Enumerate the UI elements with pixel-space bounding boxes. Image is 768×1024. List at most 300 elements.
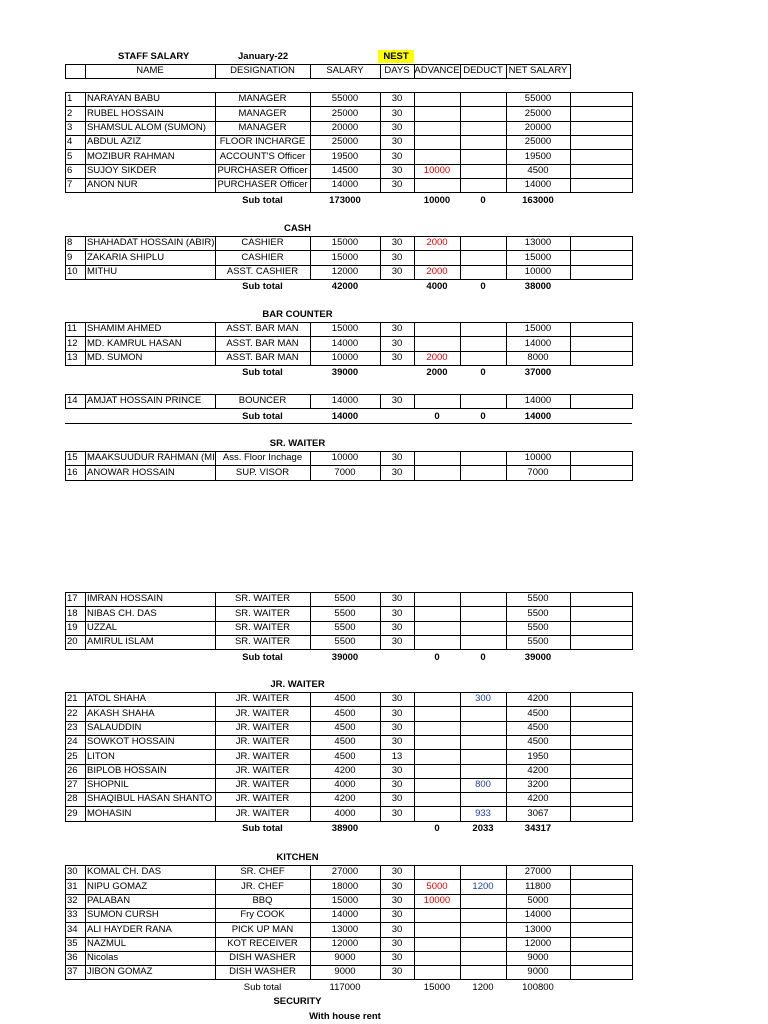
- staff-net-salary: 25000: [524, 136, 552, 148]
- staff-salary: 5500: [334, 621, 356, 633]
- row-number: 29: [67, 807, 78, 819]
- staff-name: ANON NUR: [87, 179, 138, 191]
- column-header-net-salary: NET SALARY: [508, 65, 568, 76]
- staff-name: JIBON GOMAZ: [87, 966, 153, 978]
- staff-salary: 10000: [331, 351, 359, 363]
- staff-designation: SUP. VISOR: [235, 466, 290, 478]
- staff-designation: JR. WAITER: [235, 779, 290, 791]
- staff-days: 30: [391, 337, 403, 349]
- staff-deduct: [460, 764, 506, 778]
- sheet-month: January-22: [238, 51, 289, 62]
- staff-salary: 9000: [334, 952, 356, 964]
- staff-advance: [414, 107, 460, 121]
- staff-designation: JR. WAITER: [235, 750, 290, 762]
- row-number: 13: [67, 351, 78, 363]
- subtotal-salary: 38900: [331, 823, 359, 835]
- staff-deduct: 300: [475, 693, 491, 705]
- staff-deduct: [460, 621, 506, 635]
- staff-designation: JR. WAITER: [235, 736, 290, 748]
- row-number: 4: [67, 136, 73, 148]
- sheet-title: STAFF SALARY: [118, 51, 190, 62]
- staff-salary: 15000: [331, 237, 359, 249]
- staff-deduct: [460, 707, 506, 721]
- section-heading: CASH: [284, 223, 311, 234]
- staff-designation: KOT RECEIVER: [227, 937, 298, 949]
- staff-designation: JR. WAITER: [235, 764, 290, 776]
- staff-days: 30: [391, 150, 403, 162]
- staff-designation: JR. WAITER: [235, 807, 290, 819]
- staff-designation: ASST. CASHIER: [226, 265, 299, 277]
- staff-designation: JR. CHEF: [241, 880, 284, 892]
- staff-designation: JR. WAITER: [235, 793, 290, 805]
- staff-deduct: [460, 721, 506, 735]
- staff-deduct: [460, 265, 506, 279]
- staff-days: 30: [391, 466, 403, 478]
- staff-name: SUJOY SIKDER: [87, 164, 157, 176]
- staff-deduct: [460, 792, 506, 806]
- staff-advance: [414, 951, 460, 965]
- staff-advance: [414, 735, 460, 749]
- staff-deduct: [460, 951, 506, 965]
- staff-days: 30: [391, 237, 403, 249]
- staff-days: 30: [391, 265, 403, 277]
- staff-days: 30: [391, 395, 403, 407]
- staff-name: LITON: [87, 750, 115, 762]
- staff-name: PALABAN: [87, 894, 131, 906]
- subtotal-net-salary: 163000: [522, 194, 554, 206]
- staff-name: SHAMIM AHMED: [87, 323, 162, 335]
- staff-net-salary: 4500: [527, 736, 549, 748]
- staff-advance: [414, 764, 460, 778]
- subtotal-advance: 0: [434, 823, 440, 835]
- staff-designation: PURCHASER Officer: [217, 179, 308, 191]
- section-separator-line: [65, 423, 632, 424]
- staff-net-salary: 55000: [524, 93, 552, 105]
- staff-net-salary: 4200: [527, 764, 549, 776]
- staff-net-salary: 11800: [525, 880, 551, 892]
- staff-salary: 15000: [331, 323, 359, 335]
- staff-deduct: [460, 865, 506, 879]
- staff-name: ANOWAR HOSSAIN: [87, 466, 175, 478]
- staff-salary: 14000: [331, 337, 359, 349]
- staff-salary: 14000: [331, 179, 359, 191]
- staff-advance: [414, 135, 460, 149]
- staff-designation: DISH WASHER: [229, 952, 296, 964]
- staff-net-salary: 7000: [527, 466, 549, 478]
- staff-net-salary: 5500: [527, 607, 549, 619]
- row-number: 19: [67, 621, 78, 633]
- staff-name: MOHASIN: [87, 807, 132, 819]
- subtotal-deduct: 0: [480, 410, 486, 422]
- staff-days: 30: [391, 593, 403, 605]
- col-divider: [570, 236, 571, 280]
- staff-designation: MANAGER: [238, 93, 287, 105]
- subtotal-net-salary: 37000: [524, 367, 552, 379]
- staff-name: MOZIBUR RAHMAN: [87, 150, 175, 162]
- subtotal-deduct: 1200: [472, 981, 494, 993]
- subtotal-advance: 15000: [423, 981, 451, 993]
- staff-advance: [414, 150, 460, 164]
- staff-name: SOWKOT HOSSAIN: [87, 736, 175, 748]
- staff-advance: [414, 178, 460, 192]
- staff-net-salary: 5500: [527, 636, 549, 648]
- staff-net-salary: 10000: [524, 452, 552, 464]
- staff-advance: [414, 965, 460, 979]
- staff-salary: 25000: [331, 107, 359, 119]
- staff-advance: [414, 792, 460, 806]
- staff-salary: 4500: [334, 707, 356, 719]
- row-number: 10: [67, 265, 78, 277]
- subtotal-salary: 39000: [331, 367, 359, 379]
- staff-salary: 4500: [334, 750, 356, 762]
- staff-designation: CASHIER: [241, 237, 284, 249]
- staff-name: NIBAS CH. DAS: [87, 607, 157, 619]
- subtotal-advance: 0: [434, 651, 440, 663]
- staff-days: 30: [391, 721, 403, 733]
- staff-deduct: 800: [475, 779, 491, 791]
- section-heading: BAR COUNTER: [262, 309, 333, 320]
- staff-net-salary: 5500: [527, 593, 549, 605]
- row-number: 22: [67, 707, 78, 719]
- staff-net-salary: 4200: [527, 793, 549, 805]
- staff-days: 30: [391, 693, 403, 705]
- row-number: 16: [67, 466, 78, 478]
- subtotal-salary: 14000: [331, 410, 359, 422]
- staff-advance: [414, 322, 460, 336]
- staff-days: 30: [391, 736, 403, 748]
- row-number: 17: [67, 593, 78, 605]
- staff-salary: 18000: [331, 880, 359, 892]
- row-number: 2: [67, 107, 73, 119]
- staff-days: 30: [391, 621, 403, 633]
- staff-salary: 7000: [334, 466, 356, 478]
- staff-advance: 5000: [426, 880, 448, 892]
- row-number: 11: [67, 323, 77, 335]
- staff-salary: 12000: [331, 265, 359, 277]
- subtotal-deduct: 0: [480, 194, 486, 206]
- staff-deduct: [460, 178, 506, 192]
- row-number: 36: [67, 952, 78, 964]
- staff-net-salary: 14000: [524, 395, 552, 407]
- staff-days: 30: [391, 452, 403, 464]
- staff-deduct: [460, 750, 506, 764]
- staff-net-salary: 9000: [527, 952, 549, 964]
- col-divider: [570, 692, 571, 822]
- staff-designation: SR. WAITER: [234, 593, 291, 605]
- row-number: 26: [67, 764, 78, 776]
- section-heading: KITCHEN: [276, 852, 319, 863]
- staff-salary: 14500: [331, 164, 359, 176]
- staff-deduct: [460, 894, 506, 908]
- staff-designation: MANAGER: [238, 107, 287, 119]
- row-number: 18: [67, 607, 78, 619]
- staff-net-salary: 14000: [524, 337, 552, 349]
- staff-salary: 12000: [331, 937, 359, 949]
- row-number: 31: [67, 880, 78, 892]
- staff-days: 30: [391, 793, 403, 805]
- staff-net-salary: 4500: [527, 164, 549, 176]
- staff-deduct: [460, 121, 506, 135]
- column-header-salary: SALARY: [326, 65, 364, 76]
- staff-deduct: [460, 236, 506, 250]
- subtotal-net-salary: 14000: [524, 410, 552, 422]
- staff-deduct: [460, 92, 506, 106]
- staff-net-salary: 20000: [524, 121, 552, 133]
- row-number: 30: [67, 866, 78, 878]
- staff-advance: 10000: [423, 894, 451, 906]
- staff-deduct: [460, 592, 506, 606]
- staff-net-salary: 14000: [524, 179, 552, 191]
- staff-deduct: [460, 735, 506, 749]
- staff-net-salary: 5500: [527, 621, 549, 633]
- staff-net-salary: 12000: [524, 937, 552, 949]
- staff-deduct: [460, 337, 506, 351]
- subtotal-label: Sub total: [242, 823, 283, 835]
- staff-deduct: [460, 394, 506, 408]
- staff-salary: 9000: [334, 966, 356, 978]
- staff-designation: ASST. BAR MAN: [226, 351, 299, 363]
- row-number: 7: [67, 179, 73, 191]
- staff-days: 30: [391, 179, 403, 191]
- row-number: 28: [67, 793, 78, 805]
- staff-name: AMJAT HOSSAIN PRINCE: [87, 395, 202, 407]
- staff-days: 30: [391, 807, 403, 819]
- staff-deduct: [460, 135, 506, 149]
- row-number: 33: [67, 909, 78, 921]
- staff-name: BIPLOB HOSSAIN: [87, 764, 167, 776]
- staff-designation: MANAGER: [238, 121, 287, 133]
- staff-net-salary: 5000: [527, 894, 549, 906]
- staff-name: MAAKSUUDUR RAHMAN (MI: [87, 452, 215, 464]
- staff-name: NARAYAN BABU: [87, 93, 161, 105]
- staff-advance: [414, 592, 460, 606]
- staff-name: NAZMUL: [87, 937, 127, 949]
- row-number: 9: [67, 251, 73, 263]
- staff-days: 30: [391, 707, 403, 719]
- section-heading: SR. WAITER: [269, 438, 326, 449]
- staff-days: 30: [391, 779, 403, 791]
- staff-salary: 25000: [331, 136, 359, 148]
- staff-salary: 14000: [331, 395, 359, 407]
- staff-salary: 14000: [331, 909, 359, 921]
- subtotal-deduct: 0: [480, 367, 486, 379]
- column-header-days: DAYS: [384, 65, 410, 76]
- subtotal-label: Sub total: [242, 194, 283, 206]
- staff-designation: JR. WAITER: [235, 693, 290, 705]
- col-divider: [570, 322, 571, 366]
- staff-salary: 4500: [334, 736, 356, 748]
- staff-salary: 4200: [334, 793, 356, 805]
- subtotal-deduct: 2033: [472, 823, 494, 835]
- staff-designation: SR. WAITER: [234, 607, 291, 619]
- staff-designation: SR. WAITER: [234, 636, 291, 648]
- staff-advance: [414, 865, 460, 879]
- staff-designation: FLOOR INCHARGE: [219, 136, 306, 148]
- subtotal-label: Sub total: [242, 410, 283, 422]
- subtotal-salary: 42000: [331, 281, 359, 293]
- staff-net-salary: 4200: [527, 693, 549, 705]
- staff-advance: [414, 707, 460, 721]
- row-number: 12: [67, 337, 78, 349]
- staff-days: 30: [391, 636, 403, 648]
- section-heading: JR. WAITER: [270, 679, 325, 690]
- staff-net-salary: 4500: [527, 707, 549, 719]
- staff-advance: [414, 721, 460, 735]
- staff-designation: PURCHASER Officer: [217, 164, 308, 176]
- subtotal-advance: 4000: [426, 281, 448, 293]
- subtotal-advance: 10000: [423, 194, 451, 206]
- staff-advance: [414, 466, 460, 480]
- subtotal-advance: 2000: [426, 367, 448, 379]
- staff-designation: SR. WAITER: [234, 621, 291, 633]
- staff-advance: [414, 635, 460, 649]
- staff-deduct: 933: [475, 807, 491, 819]
- staff-salary: 15000: [331, 251, 359, 263]
- subtotal-deduct: 0: [480, 281, 486, 293]
- staff-advance: [414, 394, 460, 408]
- staff-days: 30: [391, 952, 403, 964]
- row-number: 1: [67, 93, 73, 105]
- row-number: 21: [67, 693, 78, 705]
- row-number: 3: [67, 121, 73, 133]
- staff-days: 30: [391, 107, 403, 119]
- row-number: 8: [67, 237, 73, 249]
- row-number: 14: [67, 395, 78, 407]
- staff-salary: 5500: [334, 636, 356, 648]
- staff-salary: 4500: [334, 721, 356, 733]
- staff-name: IMRAN HOSSAIN: [87, 593, 164, 605]
- row-number: 6: [67, 164, 73, 176]
- staff-days: 30: [391, 251, 403, 263]
- house-rent-note: With house rent: [309, 1011, 381, 1022]
- staff-advance: [414, 750, 460, 764]
- staff-days: 30: [391, 121, 403, 133]
- staff-name: AMIRUL ISLAM: [87, 636, 154, 648]
- row-number: 35: [67, 937, 78, 949]
- staff-net-salary: 27000: [524, 866, 552, 878]
- column-header-designation: DESIGNATION: [230, 65, 295, 76]
- staff-designation: Fry COOK: [240, 909, 285, 921]
- staff-designation: ASST. BAR MAN: [226, 337, 299, 349]
- staff-salary: 4000: [334, 779, 356, 791]
- subtotal-salary: 117000: [329, 981, 361, 993]
- staff-advance: [414, 451, 460, 465]
- subtotal-label: Sub total: [242, 651, 283, 663]
- staff-designation: BBQ: [252, 894, 273, 906]
- staff-designation: JR. WAITER: [235, 721, 290, 733]
- staff-net-salary: 8000: [527, 351, 549, 363]
- staff-deduct: [460, 150, 506, 164]
- staff-advance: [414, 337, 460, 351]
- staff-deduct: [460, 908, 506, 922]
- staff-net-salary: 25000: [524, 107, 552, 119]
- staff-deduct: [460, 107, 506, 121]
- staff-salary: 15000: [331, 894, 359, 906]
- staff-designation: PICK UP MAN: [231, 923, 294, 935]
- staff-net-salary: 15000: [524, 323, 552, 335]
- staff-days: 30: [391, 607, 403, 619]
- staff-name: SALAUDDIN: [87, 721, 142, 733]
- staff-name: UZZAL: [87, 621, 118, 633]
- staff-net-salary: 9000: [527, 966, 549, 978]
- staff-designation: ASST. BAR MAN: [226, 323, 299, 335]
- staff-net-salary: 4500: [527, 721, 549, 733]
- staff-deduct: [460, 322, 506, 336]
- staff-designation: Ass. Floor Inchage: [222, 452, 303, 464]
- staff-advance: [414, 692, 460, 706]
- staff-salary: 27000: [331, 866, 359, 878]
- row-number: 25: [67, 750, 78, 762]
- staff-name: SHAMSUL ALOM (SUMON): [87, 121, 206, 133]
- staff-salary: 20000: [331, 121, 359, 133]
- staff-deduct: [460, 923, 506, 937]
- staff-deduct: 1200: [472, 880, 494, 892]
- staff-days: 30: [391, 880, 403, 892]
- row-number: 37: [67, 966, 78, 978]
- staff-deduct: [460, 466, 506, 480]
- staff-salary: 19500: [331, 150, 359, 162]
- column-header-name: NAME: [136, 65, 164, 76]
- staff-advance: [414, 251, 460, 265]
- staff-net-salary: 10000: [524, 265, 552, 277]
- row-number: 24: [67, 736, 78, 748]
- staff-deduct: [460, 251, 506, 265]
- subtotal-label: Sub total: [242, 367, 283, 379]
- staff-name: ZAKARIA SHIPLU: [87, 251, 165, 263]
- subtotal-net-salary: 38000: [524, 281, 552, 293]
- row-number: 5: [67, 150, 73, 162]
- subtotal-net-salary: 100800: [522, 981, 554, 993]
- staff-advance: [414, 621, 460, 635]
- staff-name: ATOL SHAHA: [87, 693, 146, 705]
- staff-advance: 2000: [426, 265, 448, 277]
- staff-advance: [414, 908, 460, 922]
- staff-name: MD. SUMON: [87, 351, 143, 363]
- subtotal-salary: 39000: [331, 651, 359, 663]
- row-number: 34: [67, 923, 78, 935]
- staff-name: Nicolas: [87, 952, 119, 964]
- subtotal-label: Sub total: [243, 981, 282, 993]
- staff-salary: 4200: [334, 764, 356, 776]
- staff-advance: 2000: [426, 351, 448, 363]
- staff-advance: [414, 923, 460, 937]
- security-heading: SECURITY: [273, 996, 322, 1007]
- staff-designation: SR. CHEF: [240, 866, 285, 878]
- staff-net-salary: 1950: [527, 750, 549, 762]
- staff-days: 30: [391, 909, 403, 921]
- staff-designation: ACCOUNT'S Officer: [219, 150, 306, 162]
- staff-advance: [414, 807, 460, 821]
- staff-name: SUMON CURSH: [87, 909, 159, 921]
- staff-name: SHAHADAT HOSSAIN (ABIR): [87, 237, 215, 249]
- subtotal-salary: 173000: [329, 194, 361, 206]
- staff-days: 30: [391, 937, 403, 949]
- staff-days: 30: [391, 351, 403, 363]
- staff-days: 30: [391, 966, 403, 978]
- staff-deduct: [460, 351, 506, 365]
- staff-deduct: [460, 965, 506, 979]
- staff-net-salary: 19500: [524, 150, 552, 162]
- staff-days: 30: [391, 323, 403, 335]
- staff-days: 30: [391, 894, 403, 906]
- staff-designation: BOUNCER: [238, 395, 287, 407]
- staff-advance: [414, 121, 460, 135]
- staff-advance: [414, 607, 460, 621]
- staff-name: SHOPNIL: [87, 779, 129, 791]
- staff-deduct: [460, 937, 506, 951]
- row-number: 23: [67, 721, 78, 733]
- staff-name: MD. KAMRUL HASAN: [87, 337, 182, 349]
